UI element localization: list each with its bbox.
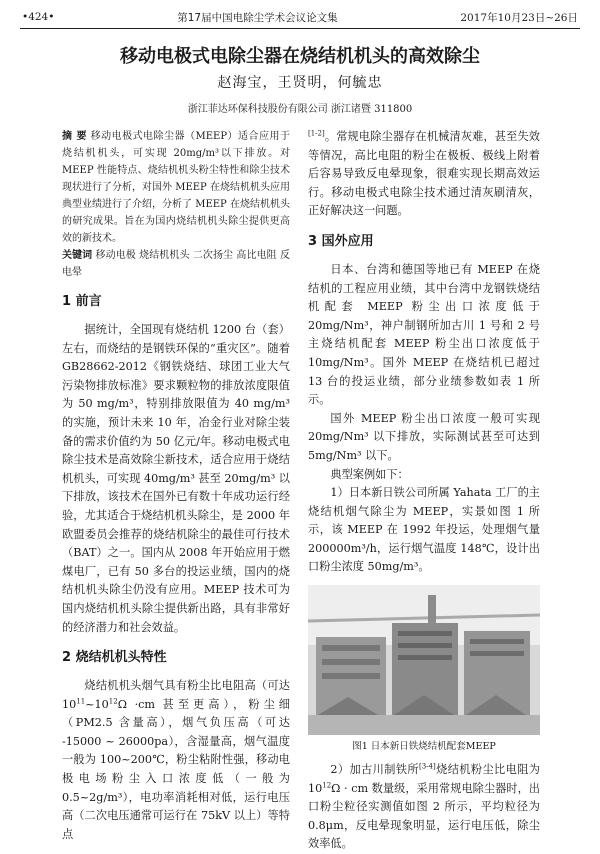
keywords-text: 移动电极 烧结机机头 二次扬尘 高比电阻 反电晕 — [62, 250, 291, 278]
paper-authors: 赵海宝，王贤明，何毓忠 — [217, 75, 383, 91]
section-3-paragraph-3: 典型案例如下： — [330, 467, 409, 481]
right-column — [308, 128, 540, 854]
figure-1-photo — [308, 585, 540, 735]
section-3-paragraph-2: 国外 MEEP 粉尘出口浓度一般可实现 20mg/Nm³ 以下排放，实际测试甚至可达到 5mg/Nm³ 以下。 — [308, 411, 540, 462]
keywords-label: 关键词 — [62, 250, 93, 261]
section-3-paragraph-1: 日本、台湾和德国等地已有 MEEP 在烧结机的工程应用业绩，其中台湾中龙钢铁烧结机配套 MEEP 粉尘出口浓度低于 20mg/Nm³，神户制钢所加古川 1 号和 2 号主烧结机配套 MEEP 粉尘出口浓度低于 10mg/Nm³。国外 MEEP 在烧结机已超过 13 台的投运业绩，部分业绩参数如表 1 所示。 — [308, 262, 540, 407]
s2-text-b: ~10 — [85, 697, 109, 711]
keywords — [62, 247, 290, 281]
s2-sup-1: 11 — [76, 696, 86, 705]
abstract — [62, 128, 290, 247]
section-3-paragraph-5 — [308, 761, 540, 854]
meep-plant-illustration — [308, 585, 540, 735]
s3-text-b: 烧结机粉尘比电阻为 10 — [308, 763, 540, 795]
section-heading-1: 1 前言 — [62, 294, 102, 309]
header-rule — [20, 28, 580, 29]
s3-text-a: 2）加古川制铁所 — [330, 763, 419, 777]
s2-text-c: Ω ·cm 甚至更高），粉尘细（PM2.5 含量高），烟气负压高（可达 -15000 ~ 26000pa），含湿量高，烟气温度一般为 100~200℃，粉尘粘附性强，移动电极电场粉尘入口浓度低（一般为 0.5~2g/m³），电功率消耗相对低，运行电压高（二次电压通常可运行在 75kV 以上）等特点 — [62, 697, 290, 841]
s2-sup-2: 12 — [108, 696, 118, 705]
page-number: •424• — [22, 11, 55, 23]
conference-name: 第17届中国电除尘学术会议论文集 — [177, 11, 338, 24]
left-column — [62, 128, 290, 844]
running-header — [22, 8, 578, 26]
citation-3-4: [3-4] — [419, 762, 436, 771]
author-affiliation: 浙江菲达环保科技股份有限公司 浙江诸暨 311800 — [187, 104, 413, 115]
abstract-text: 移动电极式电除尘器（MEEP）适合应用于烧结机机头，可实现 20mg/m³以下排放。对 MEEP 性能特点、烧结机机头粉尘特性和除尘技术现状进行了分析，对国外 MEEP 在烧结机机头应用典型业绩进行了介绍，分析了 MEEP 在烧结机机头的研究成果。旨在为国内烧结机机头除尘提供更高效的新技术。 — [62, 131, 290, 244]
section-2-paragraph — [62, 677, 290, 844]
s2-text-a: 烧结机机头烟气具有粉尘比电阻高（可达 10 — [62, 679, 290, 711]
section-heading-2: 2 烧结机机头特性 — [62, 650, 167, 666]
citation-1-2: [1-2] — [308, 129, 325, 138]
section-3-paragraph-4: 1）日本新日铁公司所属 Yahata 工厂的主烧结机烟气除尘为 MEEP，实景如图 1 所示，该 MEEP 在 1992 年投运，处理烟气量 200000m³/h，运行烟气温度 148℃，设计出口粉尘浓度 50mg/m³。 — [308, 486, 540, 574]
paper-title: 移动电极式电除尘器在烧结机机头的高效除尘 — [120, 46, 480, 67]
section-2-continued — [308, 128, 540, 221]
section-heading-3: 3 国外应用 — [308, 233, 374, 249]
s3-sup-12: 12 — [322, 780, 332, 789]
s2-text-d: 。常规电除尘器存在机械清灰难，甚至失效等情况，高比电阻的粉尘在极板、极线上附着后容易导致反电晕现象，很难实现长期高效运行。移动电极式电除尘技术通过清灰刷清灰，正好解决这一问题。 — [308, 130, 540, 218]
s3-text-c: Ω · cm 数量级，采用常规电除尘器时，出口粉尘粒径实测值如图 2 所示，平均粒径为 0.8μm，反电晕现象明显，运行电压低，除尘效率低。 — [308, 781, 540, 851]
figure-1-caption: 图1 日本新日铁烧结机配套MEEP — [352, 741, 496, 753]
section-1-paragraph: 据统计，全国现有烧结机 1200 台（套）左右，而烧结的是钢铁环保的“重灾区”。随着 GB28662-2012《钢铁烧结、球团工业大气污染物排放标准》要求颗粒物的排放浓度限值为 50 mg/m³，特别排放限值为 40 mg/m³ 的实施，预计未来 10 年，冶金行业对除尘装备的需求价值约为 50 亿元/年。移动电极式电除尘技术是高效除尘新技术，适合应用于烧结机机头，可实现 40mg/m³ 甚至 20mg/m³ 以下排放，该技术在国外已有数十年成功运行经验，尤其适合于烧结机机头除尘，是 2000 年欧盟委员会推荐的烧结机除尘的最佳可行技术（BAT）之一。国内从 2008 年开始应用于燃煤电厂，已有 50 多台的投运业绩，国内的烧结机机头除尘仍没有应用。MEEP 技术可为国内烧结机机头除尘提供新出路，具有非常好的经济潜力和社会效益。 — [62, 323, 290, 634]
abstract-label: 摘 要 — [62, 131, 87, 142]
conference-date: 2017年10月23日~26日 — [460, 11, 578, 24]
